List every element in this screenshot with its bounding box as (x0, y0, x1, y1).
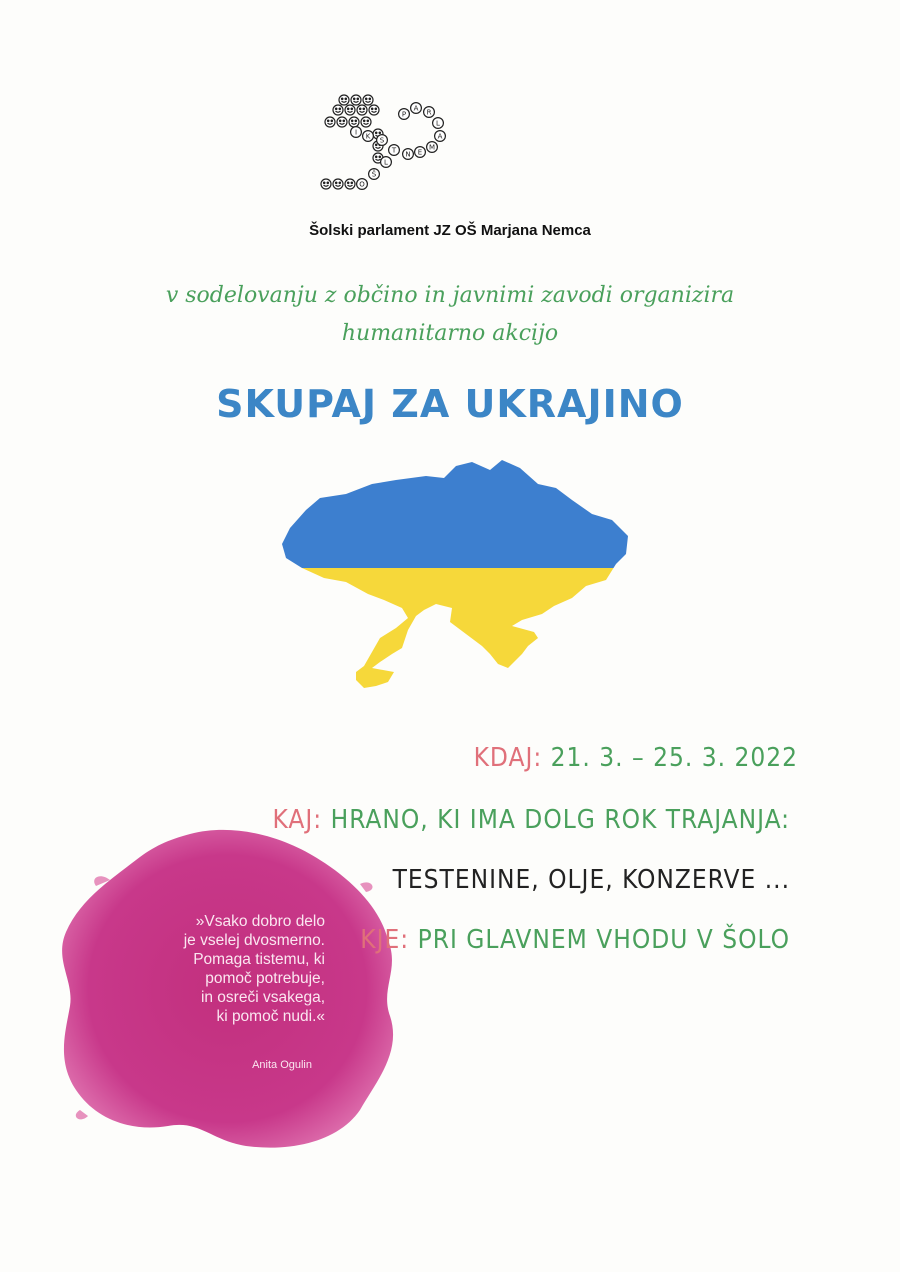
smiley-icon (325, 117, 335, 127)
where-label: KJE: (360, 925, 410, 955)
smiley-icon (345, 179, 355, 189)
svg-text:R: R (426, 108, 432, 117)
smiley-icon (363, 95, 373, 105)
logo-letter (351, 127, 362, 138)
when-value: 21. 3. – 25. 3. 2022 (550, 743, 798, 773)
logo-letter (433, 118, 444, 129)
smiley-icon (349, 117, 359, 127)
svg-text:I: I (354, 128, 358, 137)
quote-line: pomoč potrebuje, (205, 970, 325, 987)
logo-letter (424, 107, 435, 118)
smiley-icon (333, 179, 343, 189)
where-value: PRI GLAVNEM VHODU V ŠOLO (417, 925, 790, 955)
what-row (250, 805, 790, 835)
intro-line-2: humanitarno akcijo (341, 321, 559, 346)
quote-line: »Vsako dobro delo (195, 913, 325, 930)
smiley-icon (337, 117, 347, 127)
what-value: HRANO, KI IMA DOLG ROK TRAJANJA: (330, 805, 790, 835)
logo-letter (381, 157, 392, 168)
logo-letter (357, 179, 368, 190)
svg-text:M: M (428, 143, 436, 152)
smiley-icon (321, 179, 331, 189)
svg-text:T: T (391, 146, 397, 155)
quote-author: Anita Ogulin (252, 1059, 312, 1071)
logo-letter (369, 169, 380, 180)
items-row: TESTENINE, OLJE, KONZERVE ... (392, 865, 790, 895)
main-title: SKUPAJ ZA UKRAJINO (216, 382, 684, 426)
logo-letters (351, 103, 446, 190)
svg-text:K: K (365, 132, 371, 141)
smiley-icon (357, 105, 367, 115)
quote-text (115, 912, 325, 1026)
smiley-icon (361, 117, 371, 127)
quote-line: je vselej dvosmerno. (183, 932, 325, 949)
where-row (300, 925, 790, 955)
logo-letter (411, 103, 422, 114)
quote-line: ki pomoč nudi.« (216, 1008, 325, 1025)
quote-line: Pomaga tistemu, ki (193, 951, 325, 968)
ukraine-map (276, 458, 636, 690)
logo-letter (415, 147, 426, 158)
svg-text:S: S (379, 136, 385, 145)
logo-letter (435, 131, 446, 142)
smiley-icon (369, 105, 379, 115)
quote-line: in osreči vsakega, (200, 989, 325, 1006)
svg-text:E: E (417, 148, 423, 157)
logo-letter (363, 131, 374, 142)
svg-text:L: L (384, 158, 388, 167)
svg-text:Š: Š (371, 170, 377, 179)
intro-line-1: v sodelovanju z občino in javnimi zavodi organizira (165, 283, 735, 308)
when-label: KDAJ: (473, 743, 543, 773)
flag-yellow-band (276, 568, 636, 690)
svg-text:A: A (437, 132, 443, 141)
smiley-icon (351, 95, 361, 105)
school-parliament-logo (316, 92, 464, 210)
when-row (468, 743, 798, 773)
what-label: KAJ: (272, 805, 323, 835)
logo-letter (403, 149, 414, 160)
flag-blue-band (276, 458, 636, 568)
svg-text:A: A (413, 104, 419, 113)
svg-text:N: N (405, 150, 411, 159)
svg-text:O: O (359, 180, 365, 189)
logo-letter (399, 109, 410, 120)
logo-letter (377, 135, 388, 146)
smiley-icon (345, 105, 355, 115)
smiley-icon (339, 95, 349, 105)
svg-text:P: P (401, 110, 407, 119)
svg-text:L: L (436, 119, 440, 128)
logo-letter (427, 142, 438, 153)
school-name: Šolski parlament JZ OŠ Marjana Nemca (309, 222, 591, 239)
smiley-icon (333, 105, 343, 115)
logo-letter (389, 145, 400, 156)
